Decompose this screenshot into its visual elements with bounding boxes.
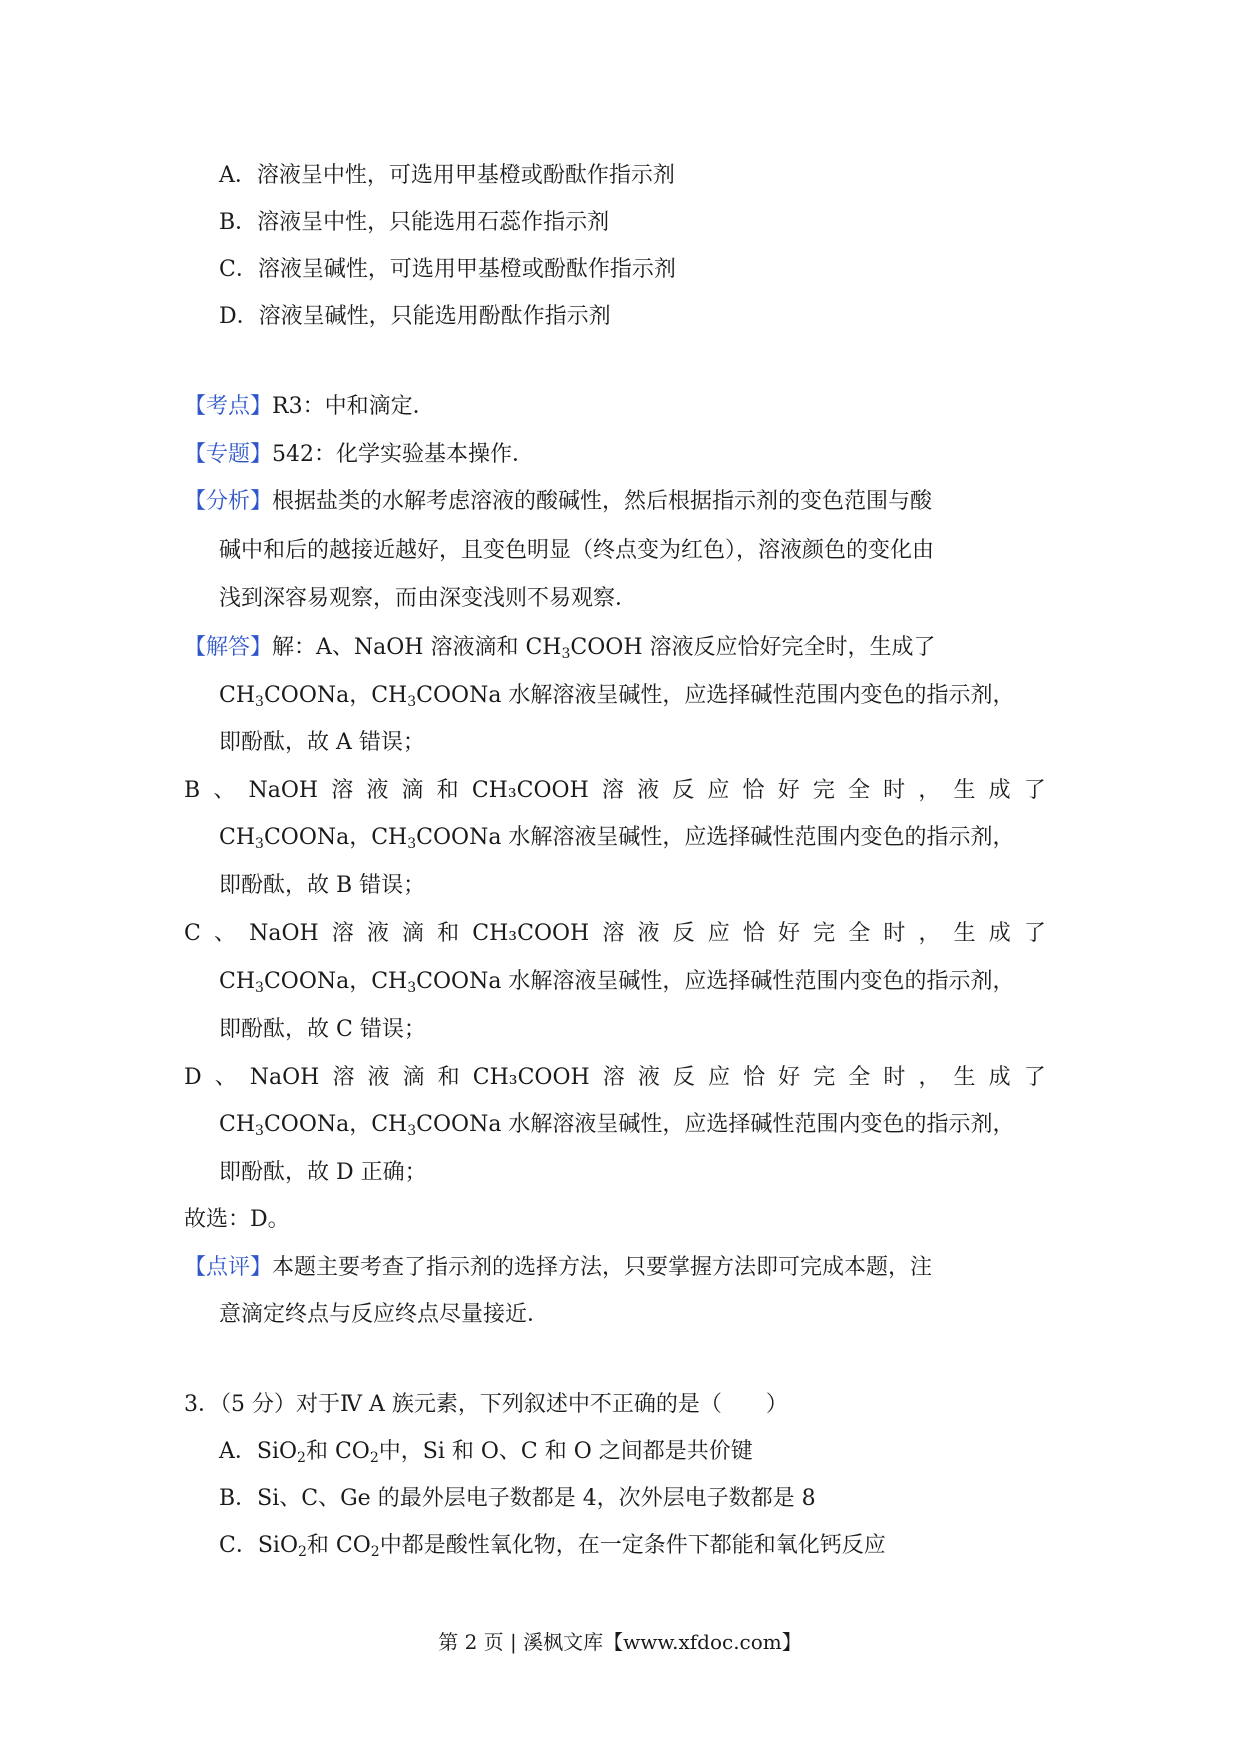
w: 反 <box>672 1065 695 1090</box>
w: 、 <box>214 1065 237 1090</box>
subscript: 3 <box>255 836 264 852</box>
w: 液 <box>637 1065 660 1090</box>
text: COONa 水解溶液呈碱性，应选择碱性范围内变色的指示剂， <box>416 825 1015 850</box>
subscript: 3 <box>255 694 264 710</box>
w: 和 <box>437 1065 460 1090</box>
w: 完 <box>813 1065 836 1090</box>
w: 溶 <box>331 778 354 803</box>
dianping-text-1: 本题主要考查了指示剂的选择方法，只要掌握方法即可完成本题，注 <box>272 1255 933 1280</box>
w: 了 <box>1023 778 1046 803</box>
w: 成 <box>988 921 1011 946</box>
w: 完 <box>812 778 835 803</box>
w: 好 <box>778 1065 801 1090</box>
fenxi-line-1 <box>184 487 932 517</box>
w: NaOH <box>249 921 319 946</box>
text: COONa，CH <box>263 683 408 708</box>
subscript: 2 <box>297 1450 306 1466</box>
subscript: 3 <box>407 836 417 852</box>
text: COONa，CH <box>263 969 408 994</box>
w: ， <box>918 778 941 803</box>
w: 滴 <box>402 1065 425 1090</box>
zhuanti-text: 542：化学实验基本操作． <box>272 442 535 467</box>
kaodian-text: R3：中和滴定． <box>272 394 435 419</box>
subscript: 2 <box>297 1544 307 1560</box>
jieda-line-c <box>184 919 1046 949</box>
letter: D <box>184 1065 202 1090</box>
w: 生 <box>953 921 976 946</box>
q3-stem: 3．（5 分）对于Ⅳ A 族元素，下列叙述中不正确的是（ ） <box>184 1392 788 1417</box>
w: 生 <box>953 778 976 803</box>
w: 和 <box>436 778 459 803</box>
dianping-line-2: 意滴定终点与反应终点尽量接近． <box>219 1302 550 1327</box>
ch3coona-line <box>219 967 1014 997</box>
text: 中，Si 和 O、C 和 O 之间都是共价键 <box>378 1439 753 1464</box>
text: COONa 水解溶液呈碱性，应选择碱性范围内变色的指示剂， <box>416 1112 1015 1137</box>
w: 全 <box>848 1065 871 1090</box>
option-b: B．溶液呈中性，只能选用石蕊作指示剂 <box>219 210 610 235</box>
w: 了 <box>1023 1065 1046 1090</box>
w: 溶 <box>602 921 625 946</box>
letter: C <box>184 921 201 946</box>
w: CH₃COOH <box>471 778 589 803</box>
w: 应 <box>707 778 730 803</box>
q3-option-b: B．Si、C、Ge 的最外层电子数都是 4，次外层电子数都是 8 <box>219 1486 816 1511</box>
kaodian-line <box>184 392 435 422</box>
fenxi-text-1: 根据盐类的水解考虑溶液的酸碱性，然后根据指示剂的变色范围与酸 <box>272 489 933 514</box>
w: 成 <box>988 1065 1011 1090</box>
subscript: 3 <box>407 1123 417 1139</box>
w: 全 <box>848 921 871 946</box>
text: CH <box>219 825 256 850</box>
ch3coona-line <box>219 823 1014 853</box>
w: 恰 <box>742 921 765 946</box>
subscript: 2 <box>370 1544 380 1560</box>
option-c: C．溶液呈碱性，可选用甲基橙或酚酞作指示剂 <box>219 257 676 282</box>
jieda-a-end: 即酚酞，故 A 错误； <box>219 730 425 755</box>
w: 溶 <box>332 1065 355 1090</box>
jieda-a-pre: 解：A、NaOH 溶液滴和 CH <box>272 635 562 660</box>
dianping-tag: 【点评】 <box>184 1255 273 1280</box>
text: COONa 水解溶液呈碱性，应选择碱性范围内变色的指示剂， <box>416 683 1015 708</box>
text: COONa 水解溶液呈碱性，应选择碱性范围内变色的指示剂， <box>416 969 1015 994</box>
answer: 故选：D。 <box>184 1207 290 1232</box>
text: CH <box>219 683 256 708</box>
option-a: A．溶液呈中性，可选用甲基橙或酚酞作指示剂 <box>219 163 675 188</box>
w: 和 <box>437 921 460 946</box>
w: 液 <box>366 921 389 946</box>
w: CH₃COOH <box>472 1065 590 1090</box>
dianping-line-1 <box>184 1253 932 1283</box>
q3-option-a <box>219 1437 753 1467</box>
jieda-d-end: 即酚酞，故 D 正确； <box>219 1160 427 1185</box>
w: 恰 <box>743 1065 766 1090</box>
w: 反 <box>672 778 695 803</box>
subscript: 3 <box>561 646 571 662</box>
fenxi-line-2: 碱中和后的越接近越好，且变色明显（终点变为红色），溶液颜色的变化由 <box>219 538 935 563</box>
q3-option-c <box>219 1531 886 1561</box>
zhuanti-tag: 【专题】 <box>184 442 273 467</box>
subscript: 2 <box>369 1450 379 1466</box>
letter: B <box>184 778 201 803</box>
w: 、 <box>213 778 236 803</box>
kaodian-tag: 【考点】 <box>184 394 273 419</box>
option-d: D．溶液呈碱性，只能选用酚酞作指示剂 <box>219 304 611 329</box>
zhuanti-line <box>184 440 534 470</box>
jieda-tag: 【解答】 <box>184 635 273 660</box>
w: 反 <box>672 921 695 946</box>
w: 全 <box>848 778 871 803</box>
ch3coona-line <box>219 1110 1014 1140</box>
w: 时 <box>883 778 906 803</box>
text: COONa，CH <box>263 825 408 850</box>
w: NaOH <box>248 778 319 803</box>
w: 生 <box>953 1065 976 1090</box>
w: 成 <box>988 778 1011 803</box>
text: C．SiO <box>219 1533 298 1558</box>
w: 溶 <box>602 1065 625 1090</box>
w: 恰 <box>742 778 765 803</box>
w: CH₃COOH <box>472 921 590 946</box>
w: 好 <box>777 921 800 946</box>
text: CH <box>219 969 256 994</box>
text: CH <box>219 1112 256 1137</box>
subscript: 3 <box>407 980 417 996</box>
w: 溶 <box>601 778 624 803</box>
w: 滴 <box>401 778 424 803</box>
w: 好 <box>777 778 800 803</box>
text: COONa，CH <box>263 1112 408 1137</box>
jieda-line-d <box>184 1063 1046 1093</box>
jieda-line-b <box>184 776 1046 806</box>
w: 液 <box>637 921 660 946</box>
fenxi-line-3: 浅到深容易观察，而由深变浅则不易观察． <box>219 586 638 611</box>
w: 时 <box>883 921 906 946</box>
w: 完 <box>813 921 836 946</box>
w: NaOH <box>249 1065 320 1090</box>
w: 、 <box>213 921 236 946</box>
jieda-a-post: COOH 溶液反应恰好完全时，生成了 <box>570 635 936 660</box>
subscript: 3 <box>407 694 417 710</box>
w: 液 <box>367 1065 390 1090</box>
w: 滴 <box>402 921 425 946</box>
w: ， <box>918 1065 941 1090</box>
w: ， <box>918 921 941 946</box>
subscript: 3 <box>255 1123 264 1139</box>
jieda-c-end: 即酚酞，故 C 错误； <box>219 1017 426 1042</box>
w: 液 <box>366 778 389 803</box>
text: 和 CO <box>306 1533 371 1558</box>
jieda-line-a <box>184 633 936 663</box>
text: 和 CO <box>305 1439 370 1464</box>
w: 溶 <box>331 921 354 946</box>
w: 液 <box>637 778 660 803</box>
w: 应 <box>707 1065 730 1090</box>
w: 了 <box>1023 921 1046 946</box>
text: 中都是酸性氧化物，在一定条件下都能和氧化钙反应 <box>379 1533 886 1558</box>
w: 应 <box>707 921 730 946</box>
page-footer: 第 2 页 | 溪枫文库【www.xfdoc.com】 <box>438 1630 802 1654</box>
jieda-b-end: 即酚酞，故 B 错误； <box>219 873 426 898</box>
subscript: 3 <box>255 980 264 996</box>
ch3coona-line <box>219 681 1014 711</box>
fenxi-tag: 【分析】 <box>184 489 273 514</box>
w: 时 <box>883 1065 906 1090</box>
text: A．SiO <box>219 1439 298 1464</box>
